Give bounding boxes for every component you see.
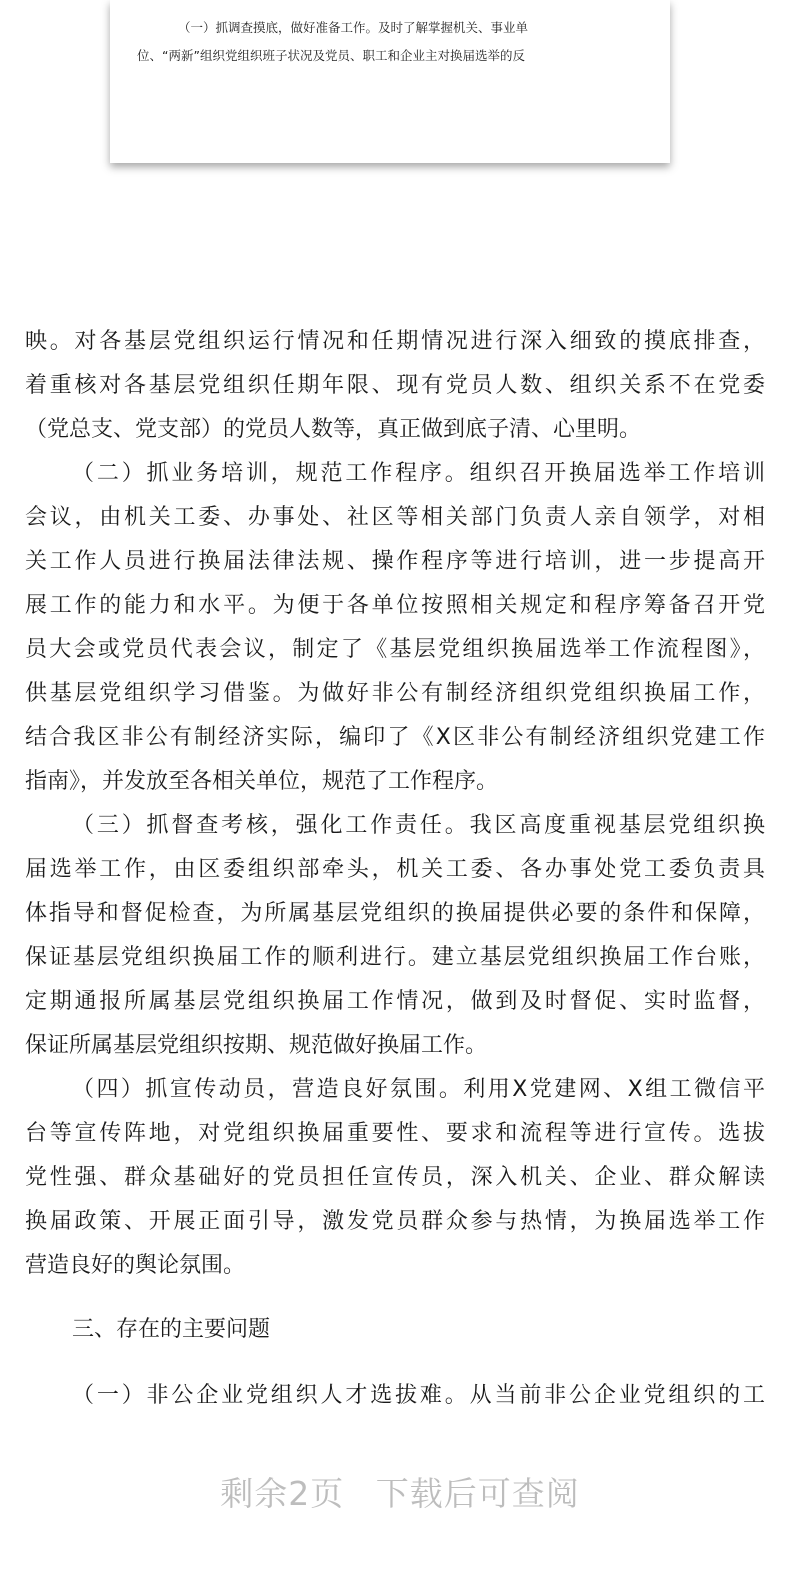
paragraph-line: 体指导和督促检查，为所属基层党组织的换届提供必要的条件和保障， — [25, 901, 765, 926]
document-preview-card — [110, 0, 670, 163]
paragraph-line: （一）抓调查摸底，做好准备工作。及时了解掌握机关、事业单 — [178, 20, 529, 35]
section-heading: 三、存在的主要问题 — [72, 1317, 271, 1342]
paragraph-line: 换届政策、开展正面引导，激发党员群众参与热情，为换届选举工作 — [25, 1209, 765, 1234]
paragraph-line: 结合我区非公有制经济实际，编印了《X区非公有制经济组织党建工作 — [25, 725, 765, 750]
paragraph-line: 保证基层党组织换届工作的顺利进行。建立基层党组织换届工作台账， — [25, 945, 765, 970]
remaining-pages-text: 剩余2页 — [220, 1474, 345, 1513]
paragraph-line: 着重核对各基层党组织任期年限、现有党员人数、组织关系不在党委 — [25, 373, 765, 398]
paragraph-line: （三）抓督查考核，强化工作责任。我区高度重视基层党组织换 — [72, 813, 765, 838]
paragraph-line: （党总支、党支部）的党员人数等，真正做到底子清、心里明。 — [25, 417, 642, 442]
paragraph-line: 关工作人员进行换届法律法规、操作程序等进行培训，进一步提高开 — [25, 549, 765, 574]
paragraph-line: 党性强、群众基础好的党员担任宣传员，深入机关、企业、群众解读 — [25, 1165, 765, 1190]
paragraph-line: 展工作的能力和水平。为便于各单位按照相关规定和程序筹备召开党 — [25, 593, 765, 618]
paragraph-line: （二）抓业务培训，规范工作程序。组织召开换届选举工作培训 — [72, 461, 765, 486]
paragraph-line: 指南》，并发放至各相关单位，规范了工作程序。 — [25, 769, 499, 794]
paragraph-line: （四）抓宣传动员，营造良好氛围。利用X党建网、X组工微信平 — [72, 1077, 765, 1102]
paragraph-line: 届选举工作，由区委组织部牵头，机关工委、各办事处党工委负责具 — [25, 857, 765, 882]
paragraph-line: 保证所属基层党组织按期、规范做好换届工作。 — [25, 1033, 488, 1058]
paragraph-line: 位、“两新”组织党组织班子状况及党员、职工和企业主对换届选举的反 — [137, 48, 525, 63]
paragraph-line: 营造良好的舆论氛围。 — [25, 1253, 246, 1278]
paragraph-line: 会议，由机关工委、办事处、社区等相关部门负责人亲自领学，对相 — [25, 505, 765, 530]
paragraph-line: 定期通报所属基层党组织换届工作情况，做到及时督促、实时监督， — [25, 989, 765, 1014]
paragraph-line: 员大会或党员代表会议，制定了《基层党组织换届选举工作流程图》， — [25, 637, 765, 662]
paragraph-line: （一）非公企业党组织人才选拔难。从当前非公企业党组织的工 — [72, 1383, 765, 1408]
download-hint-text: 下载后可查阅 — [375, 1474, 580, 1513]
paragraph-line: 映。对各基层党组织运行情况和任期情况进行深入细致的摸底排查， — [25, 329, 765, 354]
paragraph-line: 台等宣传阵地，对党组织换届重要性、要求和流程等进行宣传。选拔 — [25, 1121, 765, 1146]
download-prompt[interactable] — [0, 1468, 800, 1515]
paragraph-line: 供基层党组织学习借鉴。为做好非公有制经济组织党组织换届工作， — [25, 681, 765, 706]
